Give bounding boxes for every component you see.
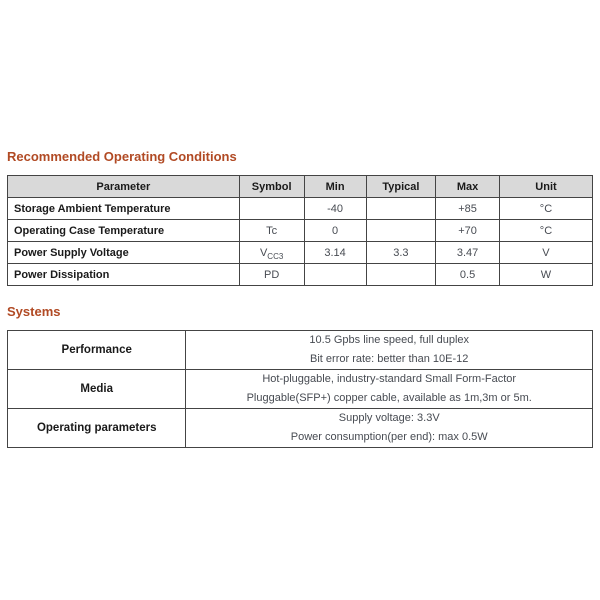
unit-value: °C <box>499 198 592 220</box>
max-value: 0.5 <box>436 264 500 286</box>
detail-line: Power consumption(per end): max 0.5W <box>290 431 488 443</box>
table-row <box>8 409 593 448</box>
unit-value: °C <box>499 220 592 242</box>
table-row <box>8 198 593 220</box>
col-header-typical: Typical <box>366 176 436 198</box>
typical-value <box>366 220 436 242</box>
parameter-name: Storage Ambient Temperature <box>8 198 240 220</box>
col-header-symbol: Symbol <box>239 176 304 198</box>
symbol-base: Tc <box>266 224 278 237</box>
operating-conditions-table <box>7 175 593 286</box>
section-title-recommended-operating-conditions: Recommended Operating Conditions <box>7 149 237 164</box>
symbol-value <box>239 220 304 242</box>
symbol-base: V <box>259 246 268 259</box>
col-header-max: Max <box>436 176 500 198</box>
parameter-name: Operating Case Temperature <box>8 220 240 242</box>
symbol-value <box>239 198 304 220</box>
detail-line: Pluggable(SFP+) copper cable, available as 1m,3m or 5m. <box>246 392 532 404</box>
min-value: -40 <box>304 198 366 220</box>
system-row-detail <box>186 331 593 370</box>
max-value: +85 <box>436 198 500 220</box>
systems-table <box>7 330 593 448</box>
table-row <box>8 331 593 370</box>
symbol-value <box>239 242 304 264</box>
typical-value <box>366 264 436 286</box>
max-value: +70 <box>436 220 500 242</box>
col-header-min: Min <box>304 176 366 198</box>
system-row-label: Media <box>8 370 186 409</box>
table-row <box>8 264 593 286</box>
system-row-label: Operating parameters <box>8 409 186 448</box>
min-value <box>304 264 366 286</box>
max-value: 3.47 <box>436 242 500 264</box>
symbol-subscript: CC3 <box>267 251 284 261</box>
unit-value: V <box>499 242 592 264</box>
system-row-label: Performance <box>8 331 186 370</box>
min-value: 0 <box>304 220 366 242</box>
detail-line: Supply voltage: 3.3V <box>338 412 440 424</box>
detail-line: 10.5 Gpbs line speed, full duplex <box>309 334 470 346</box>
col-header-unit: Unit <box>499 176 592 198</box>
typical-value <box>366 198 436 220</box>
system-row-detail <box>186 370 593 409</box>
parameter-name: Power Dissipation <box>8 264 240 286</box>
symbol-value <box>239 264 304 286</box>
table-row <box>8 220 593 242</box>
detail-line: Bit error rate: better than 10E-12 <box>310 353 469 365</box>
unit-value: W <box>499 264 592 286</box>
system-row-detail <box>186 409 593 448</box>
table-row <box>8 242 593 264</box>
table-row <box>8 370 593 409</box>
min-value: 3.14 <box>304 242 366 264</box>
col-header-parameter: Parameter <box>8 176 240 198</box>
typical-value: 3.3 <box>366 242 436 264</box>
detail-line: Hot-pluggable, industry-standard Small Form-Factor <box>262 373 517 385</box>
parameter-name: Power Supply Voltage <box>8 242 240 264</box>
table-header-row <box>8 176 593 198</box>
section-title-systems: Systems <box>7 304 61 319</box>
symbol-base: PD <box>263 268 280 281</box>
